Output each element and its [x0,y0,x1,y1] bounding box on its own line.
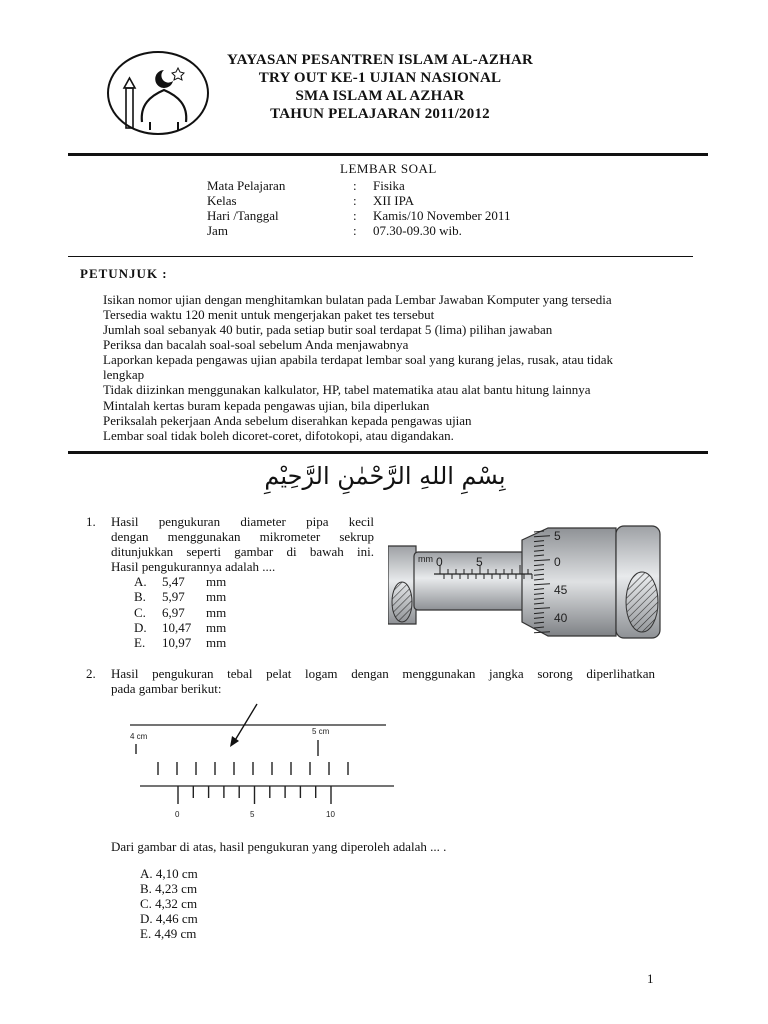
main-label-5cm: 5 cm [312,727,330,736]
q2-option-c[interactable]: C. 4,32 cm [140,896,198,911]
q2-line: Hasil pengukuran tebal pelat logam dengan menggunakan jangka sorong diperlihatkan [111,666,655,681]
sleeve-label-5: 5 [476,555,483,569]
q1-line: Hasil pengukurannya adalah .... [111,559,276,574]
petunjuk-item: Periksalah pekerjaan Anda sebelum diserahkan kepada pengawas ujian [103,413,472,428]
header-line-4: TAHUN PELAJARAN 2011/2012 [270,106,490,122]
q1-line: dengan menggunakan mikrometer sekrup [111,529,374,544]
header-line-2: TRY OUT KE-1 UJIAN NASIONAL [258,70,502,86]
arrow-head-icon [230,736,239,747]
petunjuk-item: Periksa dan bacalah soal-soal sebelum Anda menjawabnya [103,337,409,352]
petunjuk-item: Jumlah soal sebanyak 40 butir, pada setiap butir soal terdapat 5 (lima) pilihan jawaban [103,322,553,337]
info-value: XII IPA [373,193,415,208]
q2-number: 2. [86,666,96,681]
petunjuk-item: Tersedia waktu 120 menit untuk mengerjakan paket tes tersebut [103,307,435,322]
micrometer-figure [388,518,664,646]
info-colon: : [353,208,357,223]
header-line-1: YAYASAN PESANTREN ISLAM AL-AZHAR [226,52,534,68]
pointer-arrow [234,704,257,742]
sleeve-label-0: 0 [436,555,443,569]
q2-option-a[interactable]: A. 4,10 cm [140,866,198,881]
info-value: Kamis/10 November 2011 [373,208,511,223]
petunjuk-rule [68,451,708,454]
info-label: Kelas [207,193,237,208]
basmalah: بِسْمِ اللهِ الرَّحْمٰنِ الرَّحِيْمِ [264,462,506,490]
info-colon: : [353,178,357,193]
sleeve-unit-label: mm [418,554,433,564]
q2-line: pada gambar berikut: [111,681,222,696]
thimble-label-40: 40 [554,611,568,625]
info-colon: : [353,223,357,238]
petunjuk-item: Isikan nomor ujian dengan menghitamkan bulatan pada Lembar Jawaban Komputer yang tersedia [103,292,612,307]
vernier-figure [126,700,396,824]
q1-line: ditunjukkan seperti gambar di bawah ini. [111,544,374,559]
thimble-label-5: 5 [554,529,561,543]
info-label: Jam [207,223,228,238]
petunjuk-item: Tidak diizinkan menggunakan kalkulator, HP, tabel matematika atau alat bantu hitung lainnya [103,382,591,397]
petunjuk-item: lengkap [103,367,145,382]
info-label: Hari /Tanggal [207,208,279,223]
q2-option-e[interactable]: E. 4,49 cm [140,926,197,941]
page-number: 1 [647,971,654,986]
info-value: 07.30-09.30 wib. [373,223,462,238]
sheet-title: LEMBAR SOAL [340,161,437,176]
thimble-label-0: 0 [554,555,561,569]
q2-option-d[interactable]: D. 4,46 cm [140,911,198,926]
petunjuk-item: Laporkan kepada pengawas ujian apabila terdapat lembar soal yang kurang jelas, rusak, atau tidak [103,352,614,367]
info-label: Mata Pelajaran [207,178,286,193]
info-value: Fisika [373,178,405,193]
petunjuk-item: Lembar soal tidak boleh dicoret-coret, difotokopi, atau digandakan. [103,428,454,443]
vernier-label-10: 10 [326,810,335,819]
q1-number: 1. [86,514,96,529]
petunjuk-item: Mintalah kertas buram kepada pengawas ujian, bila diperlukan [103,398,430,413]
info-colon: : [353,193,357,208]
thimble-label-45: 45 [554,583,568,597]
vernier-label-0: 0 [175,810,180,819]
header-line-3: SMA ISLAM AL AZHAR [295,88,465,104]
vernier-label-5: 5 [250,810,255,819]
q1-line: Hasil pengukuran diameter pipa kecil [111,514,374,529]
petunjuk-title: PETUNJUK : [80,266,168,281]
q2-option-b[interactable]: B. 4,23 cm [140,881,198,896]
main-label-4cm: 4 cm [130,732,148,741]
header-rule [68,153,708,156]
info-rule [68,256,693,257]
q2-question: Dari gambar di atas, hasil pengukuran yang diperoleh adalah ... . [111,839,447,854]
